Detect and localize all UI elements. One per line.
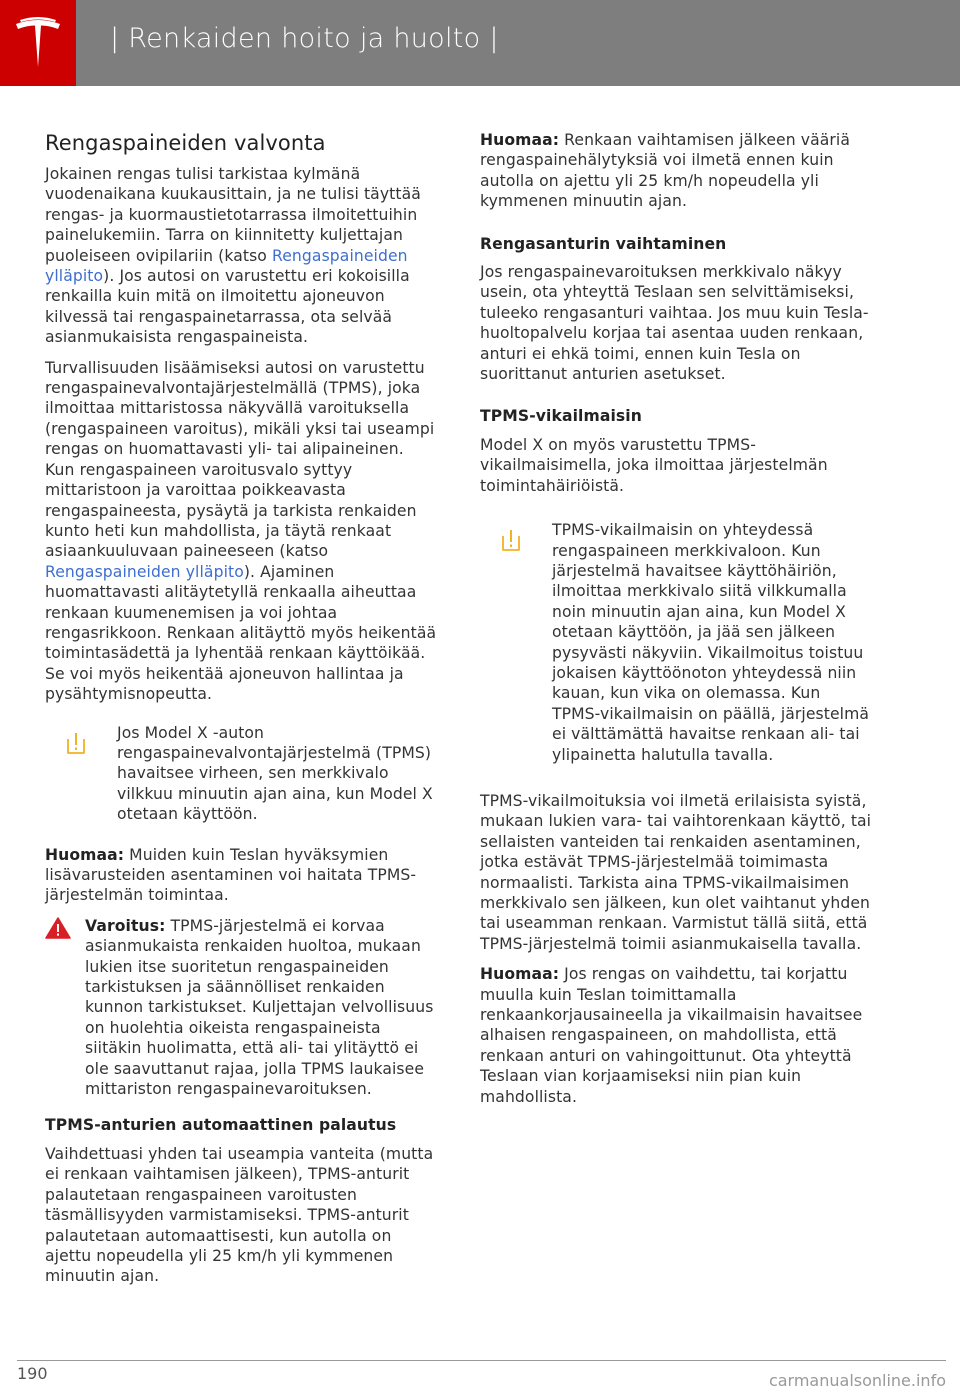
right-column — [480, 130, 872, 1117]
section-title: | Renkaiden hoito ja huolto | — [110, 23, 499, 54]
paragraph-monthly-check: Jokainen rengas tulisi tarkistaa kylmänä vuodenaikana kuukausittain, ja ne tulisi täyttää rengas- ja kuormaustietotarrassa ilmoitettuihin painelukemiin. Tarra on kiinnitetty kuljettajan puoleiseen ovipilariin (katso Rengaspaineiden ylläpito). Jos autosi on varustettu eri kokoisilla renkailla kuin mitä on ilmoitettu ajoneuvon kilvessä tai rengaspainetarrassa, ota selvää asianmukaisista rengaspaineista. — [45, 165, 421, 347]
heading-sensor-replacement: Rengasanturin vaihtaminen — [480, 234, 727, 253]
paragraph-tpms-description: Turvallisuuden lisäämiseksi autosi on varustettu rengaspainevalvontajärjestelmällä (TPMS), joka ilmoittaa mittaristossa näkyvällä varoituksella (rengaspaineen varoitus), mikäli yksi tai useampi rengas on huomattavasti yli- tai alipaineinen. Kun rengaspaineen varoitusvalo syttyy mittaristoon ja varoittaa poikkeavasta rengaspaineesta, pysäytä ja tarkista renkaiden kunto heti kun mahdollista, ja täytä renkaat asiaankuuluvaan paineeseen (katso Rengaspaineiden ylläpito). Ajaminen huomattavasti alitäytetyllä renkaalla aiheuttaa renkaan kuumenemisen ja voi johtaa rengasrikkoon. Renkaan alitäyttö myös heikentää toimintasädettä ja lyhentää renkaan käyttöikää. Se voi myös heikentää ajoneuvon hallintaa ja pysähtymisnopeutta. — [45, 358, 437, 704]
tpms-fault-note — [45, 723, 437, 825]
caution-icon — [500, 528, 522, 554]
logo-box — [0, 0, 76, 86]
note-text: Jos Model X -auton rengaspainevalvontajärjestelmä (TPMS) havaitsee virheen, sen merkkivalo vilkkuu minuutin ajan aina, kun Model X otetaan käyttöön. — [117, 723, 433, 824]
heading-tpms-auto-reset: TPMS-anturien automaattinen palautus — [45, 1116, 397, 1135]
left-column — [45, 130, 437, 1297]
paragraph-auto-reset: Vaihdettuasi yhden tai useampia vanteita (mutta ei renkaan vaihtamisen jälkeen), TPMS-anturit palautetaan rengaspaineen varoitusten täsmällisyyden varmistamiseksi. TPMS-anturit palautetaan automaattisesti, kun autolla on ajettu nopeudella yli 25 km/h yli kymmenen minuutin ajan. — [45, 1144, 434, 1286]
note-false-alerts: Huomaa: Renkaan vaihtamisen jälkeen vääriä rengaspainehälytyksiä voi ilmetä ennen kuin autolla on ajettu yli 25 km/h nopeudella yli kymmenen minuutin ajan. — [480, 131, 850, 211]
fault-indicator-note — [480, 520, 872, 765]
tesla-logo-icon — [14, 17, 62, 69]
link-tire-pressure-maintenance-2[interactable]: Rengaspaineiden ylläpito — [45, 562, 244, 581]
note-accessories: Huomaa: Muiden kuin Teslan hyväksymien lisävarusteiden asentaminen voi haitata TPMS-järjestelmän toimintaa. — [45, 845, 417, 905]
paragraph-fault-causes: TPMS-vikailmoituksia voi ilmetä erilaisista syistä, mukaan lukien vara- tai vaihtorenkaan käyttö, tai sellaisten vanteiden tai renkaiden asentaminen, jotka estävät TPMS-järjestelmää toimimasta normaalisti. Tarkista aina TPMS-vikailmaisimen merkkivalo sen jälkeen, kun olet vaihtanut yhden tai useamman renkaan. Varmistut tällä siitä, että TPMS-järjestelmä toimii asianmukaisella tavalla. — [480, 791, 872, 953]
watermark: carmanualsonline.info — [768, 1371, 946, 1390]
heading-tire-pressure-monitoring: Rengaspaineiden valvonta — [45, 131, 326, 155]
heading-tpms-fault-indicator: TPMS-vikailmaisin — [480, 407, 642, 426]
link-tire-pressure-maintenance[interactable]: Rengaspaineiden ylläpito — [45, 246, 408, 286]
page-header — [0, 0, 960, 86]
note-text: TPMS-vikailmaisin on yhteydessä rengaspaineen merkkivaloon. Kun järjestelmä havaitsee käyttöhäiriön, ilmoittaa merkkivalo siitä vilkkumalla noin minuutin ajan aina, kun Model X otetaan käyttöön, ja jää sen jälkeen pysyvästi näkyviin. Vikailmoitus toistuu jokaisen käyttöönoton yhteydessä niin kauan, kun vika on olemassa. Kun TPMS-vikailmaisin on päällä, järjestelmä ei välttämättä havaitse renkaan ali- tai ylipainetta halutulla tavalla. — [552, 521, 870, 764]
note-damaged-sensor: Huomaa: Jos rengas on vaihdettu, tai korjattu muulla kuin Teslan toimittamalla renkaankorjausaineella ja vikailmaisin havaitsee alhaisen rengaspaineen, on mahdollista, että renkaan anturi on vahingoittunut. Ota yhteyttä Teslaan vian korjaamiseksi niin pian kuin mahdollista. — [480, 965, 863, 1106]
paragraph-fault-indicator: Model X on myös varustettu TPMS-vikailmaisimella, joka ilmoittaa järjestelmän toimintahäiriöistä. — [480, 435, 828, 495]
warning-tpms-not-replacement: Varoitus: TPMS-järjestelmä ei korvaa asianmukaista renkaiden huoltoa, mukaan lukien itse suoritetun rengaspaineiden tarkistuksen ja säännölliset renkaiden kunnon tarkistukset. Kuljettajan velvollisuus on huolehtia oikeista rengaspaineista siitäkin huolimatta, että ali- tai ylitäyttö ei ole saavuttanut rajaa, jolla TPMS laukaisee mittariston rengaspainevaroituksen. — [45, 916, 437, 1100]
footer-divider — [17, 1360, 946, 1361]
page-number: 190 — [17, 1364, 48, 1383]
paragraph-sensor-replacement: Jos rengaspainevaroituksen merkkivalo näkyy usein, ota yhteyttä Teslaan sen selvittämiseksi, tuleeko rengasanturi vaihtaa. Jos muu kuin Tesla-huoltopalvelu korjaa tai asentaa uuden renkaan, anturi ei ehkä toimi, ennen kuin Tesla on suorittanut anturien asetukset. — [480, 263, 869, 384]
warning-triangle-icon — [45, 917, 71, 939]
caution-icon — [65, 731, 87, 757]
